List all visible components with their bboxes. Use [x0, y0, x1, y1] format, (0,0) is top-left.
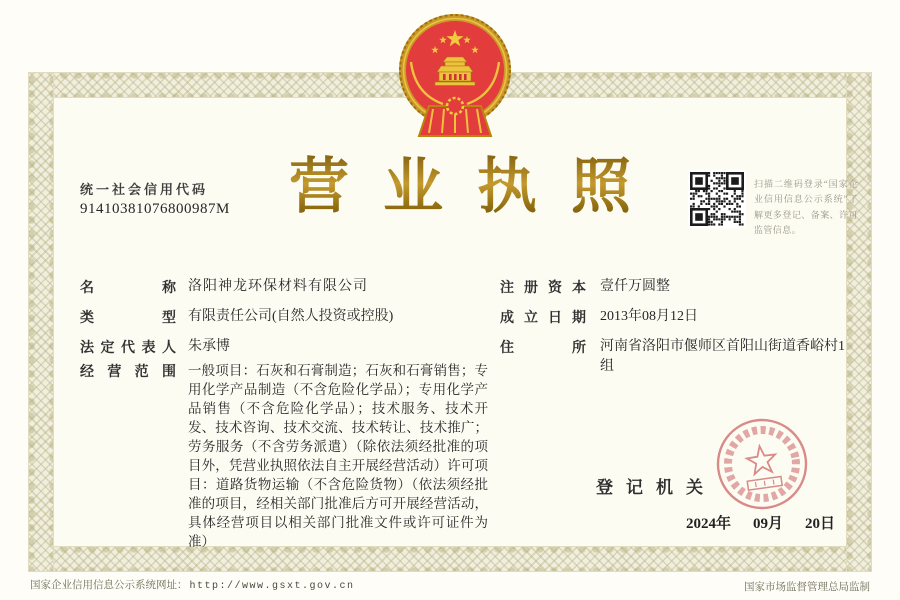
field-establishment-date-value: 2013年08月12日: [600, 309, 698, 324]
field-registered-capital: [500, 277, 858, 297]
field-address: [500, 337, 858, 377]
qr-code-icon: [688, 170, 746, 228]
credit-code-label: 统一社会信用代码: [80, 182, 209, 197]
field-name-label: 名称: [80, 279, 176, 295]
qr-caption: 扫描二维码登录“国家企业信用信息公示系统”了解更多登记、备案、许可监管信息。: [754, 179, 858, 236]
footer-issuer: 国家市场监督管理总局监制: [744, 582, 870, 593]
field-registered-capital-label: 注册资本: [500, 279, 586, 295]
field-establishment-date: [500, 307, 858, 327]
field-type: [80, 307, 488, 327]
field-legal-representative-value: 朱承博: [188, 339, 230, 354]
credit-code-block: [80, 179, 230, 218]
footer-public-system-url: http://www.gsxt.gov.cn: [189, 581, 355, 592]
field-address-label: 住所: [500, 339, 586, 355]
field-type-value: 有限责任公司(自然人投资或控股): [188, 309, 394, 324]
national-emblem-icon: [393, 12, 517, 144]
border-left: [28, 72, 54, 572]
registration-authority-label: 登记机关: [596, 478, 716, 497]
footer-public-system: [30, 577, 355, 592]
field-name: [80, 277, 488, 297]
issue-date-year: 2024年: [685, 516, 731, 532]
field-registered-capital-value: 壹仟万圆整: [600, 279, 670, 294]
field-type-label: 类型: [80, 309, 176, 325]
credit-code-value: 91410381076800987M: [80, 201, 230, 217]
field-establishment-date-label: 成立日期: [500, 309, 586, 325]
field-name-value: 洛阳神龙环保材料有限公司: [188, 279, 368, 294]
field-business-scope: [80, 361, 488, 551]
field-legal-representative-label: 法定代表人: [80, 339, 176, 355]
license-title: 营业执照: [250, 150, 670, 225]
issue-date-day: 20日: [804, 516, 835, 532]
field-legal-representative: [80, 337, 488, 357]
issue-date-month: 09月: [752, 516, 783, 532]
official-seal-icon: [706, 408, 818, 520]
issue-date: [635, 512, 835, 533]
field-business-scope-label: 经营范围: [80, 363, 176, 379]
field-business-scope-value: 一般项目：石灰和石膏制造；石灰和石膏销售；专用化学产品制造（不含危险化学品）；专用化学产品销售（不含危险化学品）；技术服务、技术开发、技术咨询、技术交流、技术转让、技术推广；劳务服务（不含劳务派遣）（除依法须经批准的项目外，凭营业执照依法自主开展经营活动）许可项目：道路货物运输（不含危险货物）（依法须经批准的项目，经相关部门批准后方可开展经营活动，具体经营项目以相关部门批准文件或许可证件为准）: [188, 363, 488, 549]
field-address-value: 河南省洛阳市偃师区首阳山街道香峪村1组: [600, 339, 845, 374]
footer-public-system-label: 国家企业信用信息公示系统网址：: [30, 580, 188, 591]
